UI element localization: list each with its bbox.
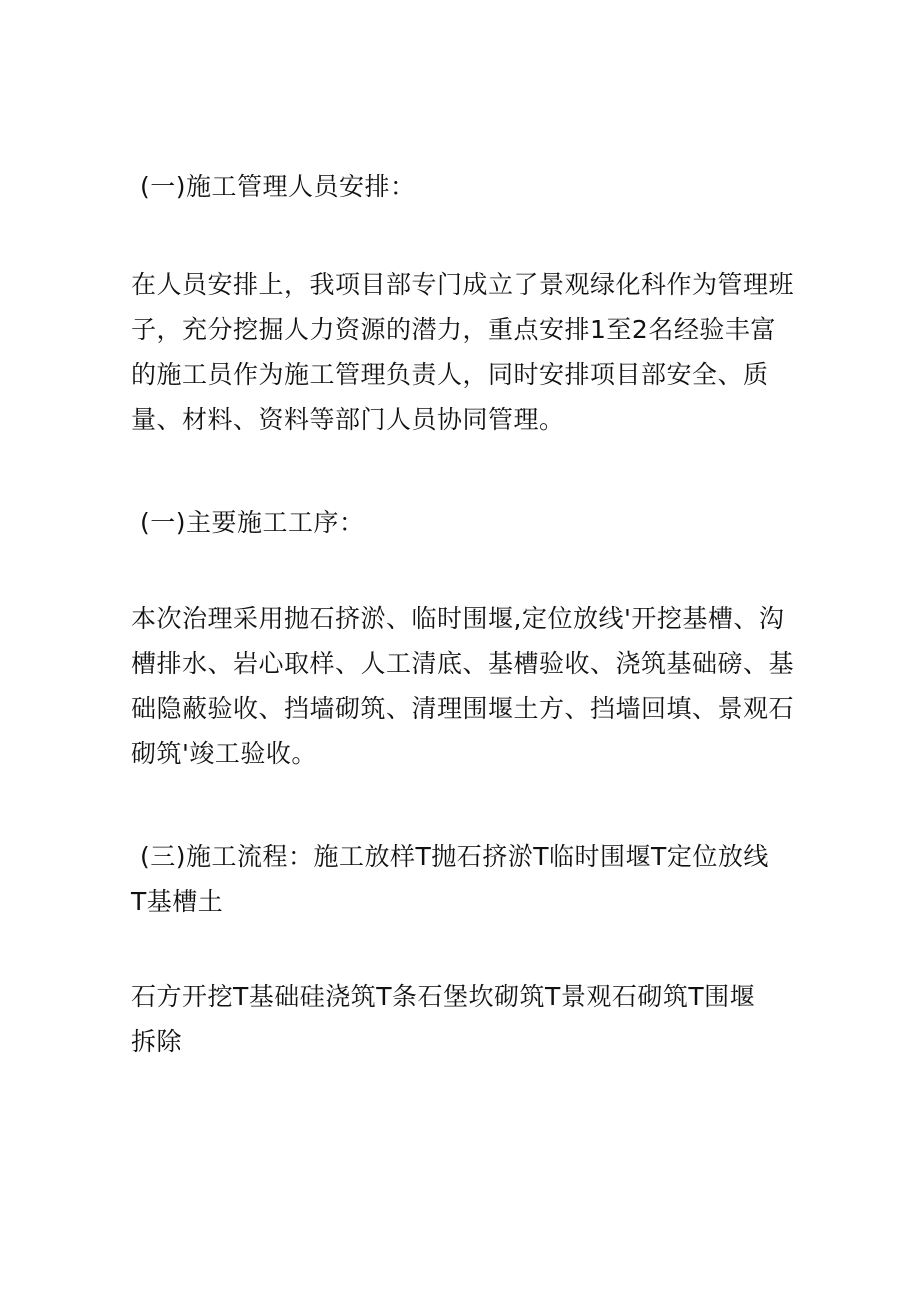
- paragraph-line: 础隐蔽验收、挡墙砌筑、清理围堰土方、挡墙回填、景观石: [131, 694, 795, 723]
- section-heading-procedures: [140, 500, 800, 545]
- paragraph-line: 本次治理采用抛石挤淤、临时围堰,定位放线'开挖基槽、沟: [131, 604, 785, 633]
- paragraph-line: 在人员安排上，我项目部专门成立了景观绿化科作为管理班: [131, 270, 795, 299]
- section-heading-personnel: [140, 164, 800, 209]
- paragraph-line: 砌筑'竣工验收。: [131, 739, 317, 768]
- heading-text: (一)主要施工工序：: [140, 508, 365, 537]
- paragraph-line: 槽排水、岩心取样、人工清底、基槽验收、浇筑基础磅、基: [131, 649, 795, 678]
- paragraph-line: T基槽土: [131, 887, 224, 916]
- paragraph-line: 量、材料、资料等部门人员协同管理。: [131, 405, 565, 434]
- paragraph-line: 子，充分挖掘人力资源的潜力，重点安排1至2名经验丰富: [131, 315, 776, 344]
- paragraph-personnel: [131, 262, 795, 442]
- paragraph-line: 拆除: [131, 1027, 183, 1056]
- paragraph-flow-continued: [131, 974, 791, 1064]
- paragraph-line: 石方开挖T基础硅浇筑T条石堡坎砌筑T景观石砌筑T围堰: [131, 982, 756, 1011]
- heading-text: (一)施工管理人员安排：: [140, 172, 416, 201]
- paragraph-line: 的施工员作为施工管理负责人，同时安排项目部安全、质: [131, 360, 769, 389]
- section-flow: [131, 834, 800, 924]
- paragraph-line: (三)施工流程：施工放样T抛石挤淤T临时围堰T定位放线: [140, 842, 769, 871]
- paragraph-procedures: [131, 596, 795, 776]
